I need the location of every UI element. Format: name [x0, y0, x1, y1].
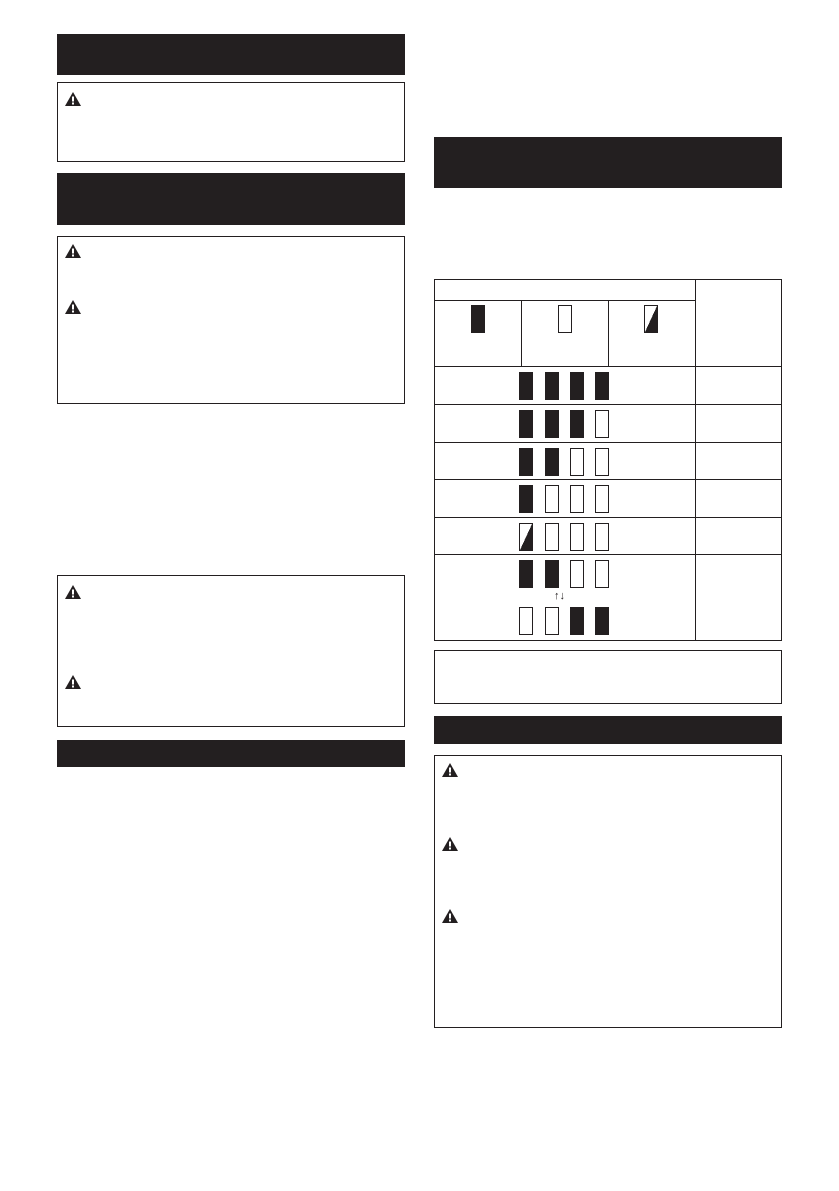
- indicator-lamp-off: [595, 523, 609, 551]
- section-heading-bar-3: [57, 740, 405, 767]
- warning-triangle-icon: [441, 762, 459, 778]
- indicator-lamp-off: [595, 448, 609, 476]
- indicator-lamp-off: [545, 485, 559, 513]
- section-heading-bar-5: [434, 716, 782, 744]
- indicator-lamp-on: [545, 560, 559, 588]
- indicator-lamp-on: [519, 372, 533, 400]
- alternating-arrows-icon: ↑↓: [554, 590, 565, 602]
- indicator-lamp-on: [545, 410, 559, 438]
- indicator-lamp-off: [570, 523, 584, 551]
- indicator-lamp-off: [545, 523, 559, 551]
- indicator-lamp-on: [545, 448, 559, 476]
- legend-lamp-off: [558, 305, 572, 333]
- indicator-lamp-off: [595, 560, 609, 588]
- warning-triangle-icon: [441, 836, 459, 852]
- warning-triangle-icon: [64, 299, 82, 315]
- battery-indicator-table: [434, 279, 782, 641]
- indicator-lamp-on: [519, 448, 533, 476]
- indicator-lamp-off: [570, 560, 584, 588]
- legend-lamp-on: [471, 305, 485, 333]
- warning-triangle-icon: [64, 674, 82, 690]
- indicator-lamp-off: [519, 607, 533, 635]
- indicator-lamp-on: [595, 607, 609, 635]
- indicator-lamp-on: [519, 485, 533, 513]
- indicator-lamp-off: [595, 410, 609, 438]
- note-box: [434, 650, 782, 704]
- indicator-lamp-off: [570, 485, 584, 513]
- warning-triangle-icon: [64, 91, 82, 107]
- legend-lamp-blinking: [644, 305, 658, 333]
- indicator-lamp-on: [570, 607, 584, 635]
- indicator-lamp-off: [595, 485, 609, 513]
- indicator-lamp-blinking: [519, 523, 533, 551]
- section-heading-bar-2: [57, 173, 405, 225]
- indicator-lamp-on: [570, 410, 584, 438]
- indicator-lamp-on: [595, 372, 609, 400]
- caution-box-1: [57, 82, 405, 162]
- caution-box-4: [434, 755, 782, 1028]
- caution-box-3: [57, 575, 405, 727]
- warning-triangle-icon: [441, 908, 459, 924]
- section-heading-bar-4: [434, 137, 782, 188]
- indicator-lamp-off: [570, 448, 584, 476]
- indicator-lamp-on: [519, 410, 533, 438]
- caution-box-2: [57, 236, 405, 404]
- warning-triangle-icon: [64, 584, 82, 600]
- indicator-lamp-on: [545, 372, 559, 400]
- indicator-lamp-off: [545, 607, 559, 635]
- warning-triangle-icon: [64, 243, 82, 259]
- section-heading-bar-1: [57, 34, 405, 75]
- indicator-lamp-on: [570, 372, 584, 400]
- indicator-lamp-on: [519, 560, 533, 588]
